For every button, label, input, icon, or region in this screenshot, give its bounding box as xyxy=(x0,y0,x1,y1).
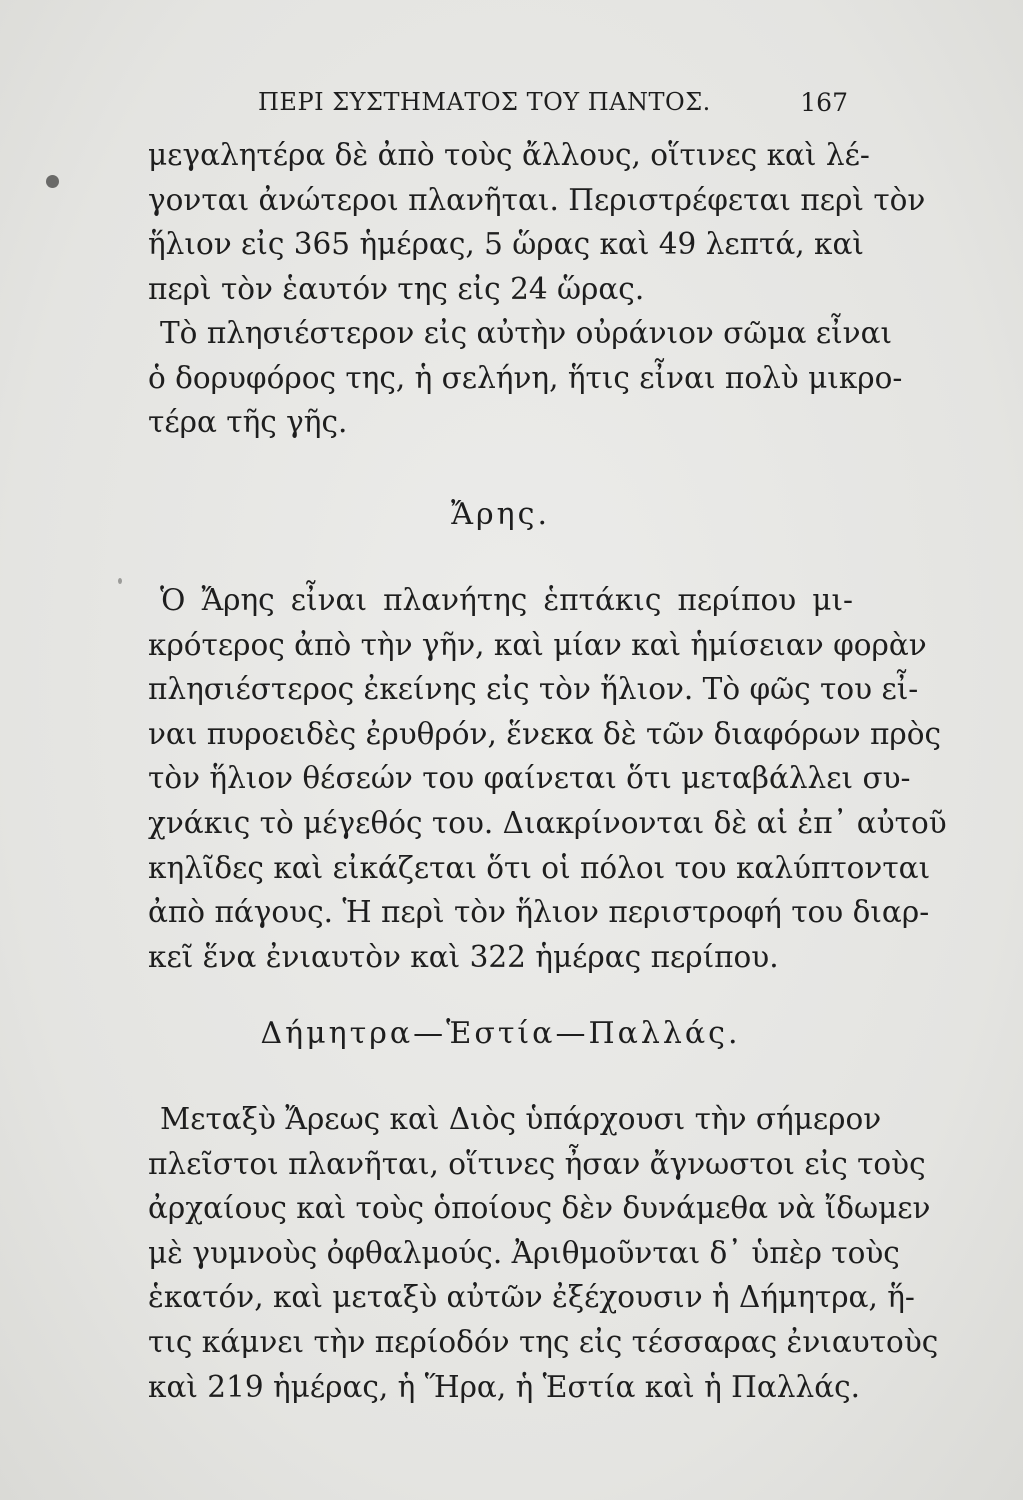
paragraph-2 xyxy=(148,311,903,445)
paragraph-1 xyxy=(148,133,926,311)
section-heading-ceres-vesta-pallas: Δήμητρα—Ἑστία—Παλλάς. xyxy=(260,1016,741,1051)
page-number: 167 xyxy=(800,88,848,117)
running-head: ΠΕΡΙ ΣΥΣΤΗΜΑΤΟΣ ΤΟΥ ΠΑΝΤΟΣ. xyxy=(258,88,711,116)
text-line: ἥλιον εἰς 365 ἡμέρας, 5 ὥρας καὶ 49 λεπτά, καὶ xyxy=(148,227,864,262)
text-line: κεῖ ἕνα ἐνιαυτὸν καὶ 322 ἡμέρας περίπου. xyxy=(148,939,779,974)
page-header xyxy=(258,88,848,122)
text-line: πλησιέστερος ἐκείνης εἰς τὸν ἥλιον. Τὸ φῶς του εἶ- xyxy=(148,672,919,707)
text-line: κρότερος ἀπὸ τὴν γῆν, καὶ μίαν καὶ ἡμίσειαν φορὰν xyxy=(148,627,927,662)
ink-speck xyxy=(46,175,59,188)
text-line: ἀρχαίους καὶ τοὺς ὁποίους δὲν δυνάμεθα νὰ ἴδωμεν xyxy=(148,1191,931,1226)
ink-speck xyxy=(118,578,122,584)
text-line: κηλῖδες καὶ εἰκάζεται ὅτι οἱ πόλοι του καλύπτονται xyxy=(148,850,931,885)
text-line: γονται ἀνώτεροι πλανῆται. Περιστρέφεται περὶ τὸν xyxy=(148,182,926,217)
text-line: ὁ δορυφόρος της, ἡ σελήνη, ἥτις εἶναι πολὺ μικρο- xyxy=(148,360,903,395)
text-line: τὸν ἥλιον θέσεών του φαίνεται ὅτι μεταβάλλει συ- xyxy=(148,761,911,796)
paragraph-3 xyxy=(148,578,947,979)
paragraph-4 xyxy=(148,1097,939,1409)
text-line: περὶ τὸν ἑαυτόν της εἰς 24 ὥρας. xyxy=(148,271,645,306)
text-line: ἀπὸ πάγους. Ἡ περὶ τὸν ἥλιον περιστροφή του διαρ- xyxy=(148,895,930,930)
section-heading-ares: Ἄρης. xyxy=(451,497,550,532)
text-line: τέρα τῆς γῆς. xyxy=(148,405,348,440)
text-line: ναι πυροειδὲς ἐρυθρόν, ἕνεκα δὲ τῶν διαφόρων πρὸς xyxy=(148,716,942,751)
text-line: μεγαλητέρα δὲ ἀπὸ τοὺς ἄλλους, οἵτινες καὶ λέ- xyxy=(148,138,870,172)
text-line: χνάκις τὸ μέγεθός του. Διακρίνονται δὲ αἱ ἐπ᾽ αὐτοῦ xyxy=(148,805,947,840)
text-line: Μεταξὺ Ἄρεως καὶ Διὸς ὑπάρχουσι τὴν σήμερον xyxy=(160,1102,882,1136)
text-line: μὲ γυμνοὺς ὀφθαλμούς. Ἀριθμοῦνται δ᾽ ὑπὲρ τοὺς xyxy=(148,1235,900,1270)
text-line: Ὁ Ἄρης εἶναι πλανήτης ἑπτάκις περίπου μι- xyxy=(160,583,853,617)
text-line: καὶ 219 ἡμέρας, ἡ Ἥρα, ἡ Ἑστία καὶ ἡ Παλλάς. xyxy=(148,1369,861,1404)
text-line: πλεῖστοι πλανῆται, οἵτινες ἦσαν ἄγνωστοι εἰς τοὺς xyxy=(148,1146,926,1181)
text-line: Τὸ πλησιέστερον εἰς αὐτὴν οὐράνιον σῶμα εἶναι xyxy=(160,316,893,350)
text-line: ἑκατόν, καὶ μεταξὺ αὐτῶν ἐξέχουσιν ἡ Δήμητρα, ἥ- xyxy=(148,1280,915,1315)
text-line: τις κάμνει τὴν περίοδόν της εἰς τέσσαρας ἐνιαυτοὺς xyxy=(148,1324,939,1359)
